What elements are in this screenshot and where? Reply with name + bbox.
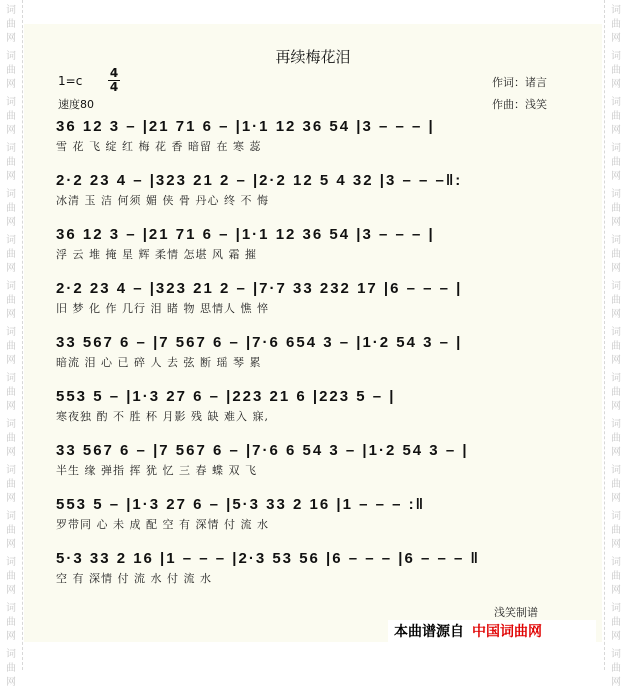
watermark-glyph: 曲 [611,111,621,122]
watermark-glyph: 词 [611,373,621,384]
watermark-glyph: 网 [6,355,16,366]
watermark-glyph: 曲 [611,65,621,76]
watermark-glyph: 曲 [6,19,16,30]
watermark-glyph: 词 [611,557,621,568]
watermark-glyph: 曲 [6,157,16,168]
watermark-glyph: 网 [6,217,16,228]
lyricist-credit: 作词：诸言 [492,76,547,89]
watermark-mark [0,280,22,322]
watermark-mark [0,372,22,414]
watermark-mark [605,602,627,644]
watermark-glyph: 网 [6,125,16,136]
watermark-glyph: 网 [611,401,621,412]
watermark-mark [0,50,22,92]
watermark-glyph: 曲 [6,111,16,122]
lyric-line: 暗流 泪 心 已 碎 人 去 弦 断 瑶 琴 累 [56,356,262,369]
watermark-glyph: 词 [6,5,16,16]
watermark-glyph: 网 [611,125,621,136]
watermark-glyph: 网 [611,493,621,504]
notation-line: 553 5 – |1·3 27 6 – |5·3 33 2 16 |1 – – – :‖ [56,496,426,513]
score-maker: 浅笑制谱 [494,606,538,619]
tempo-marking: 速度80 [58,98,94,111]
watermark-glyph: 网 [611,447,621,458]
watermark-mark [605,4,627,46]
lyric-line: 雪 花 飞 绽 红 梅 花 香 暗留 在 寒 蕊 [56,140,262,153]
watermark-glyph: 曲 [6,65,16,76]
watermark-glyph: 曲 [6,617,16,628]
watermark-mark [605,234,627,276]
score-system [56,386,576,426]
notation-line: 5·3 33 2 16 |1 – – – |2·3 53 56 |6 – – – |6 – – – ‖ [56,550,480,567]
watermark-mark [605,188,627,230]
key-signature: 1=c [58,74,83,88]
watermark-glyph: 网 [611,309,621,320]
watermark-mark [605,326,627,368]
lyric-line: 罗带同 心 未 成 配 空 有 深情 付 流 水 [56,518,269,531]
lyric-line: 浮 云 堆 掩 星 辉 柔情 怎堪 风 霜 摧 [56,248,257,261]
watermark-glyph: 词 [611,327,621,338]
watermark-glyph: 曲 [6,663,16,674]
watermark-glyph: 网 [6,493,16,504]
notation-line: 2·2 23 4 – |323 21 2 – |7·7 33 232 17 |6 – – – | [56,280,463,297]
watermark-glyph: 网 [611,79,621,90]
watermark-mark [0,510,22,552]
watermark-mark [605,418,627,460]
watermark-mark [0,188,22,230]
watermark-glyph: 词 [611,511,621,522]
watermark-glyph: 词 [6,327,16,338]
score-system [56,116,576,156]
watermark-mark [0,142,22,184]
watermark-glyph: 曲 [611,341,621,352]
watermark-glyph: 网 [6,33,16,44]
watermark-mark [0,4,22,46]
watermark-glyph: 网 [6,585,16,596]
watermark-glyph: 曲 [611,157,621,168]
watermark-glyph: 网 [611,539,621,550]
score-system [56,548,576,588]
lyric-line: 旧 梦 化 作 几行 泪 睹 物 思情人 憔 悴 [56,302,269,315]
watermark-glyph: 网 [6,79,16,90]
notation-line: 553 5 – |1·3 27 6 – |223 21 6 |223 5 – | [56,388,396,405]
right-watermark-strip [604,0,627,688]
watermark-mark [0,464,22,506]
source-site-link[interactable]: 中国词曲网 [472,624,542,640]
watermark-mark [0,556,22,598]
watermark-glyph: 曲 [6,525,16,536]
watermark-glyph: 词 [611,465,621,476]
watermark-glyph: 曲 [6,295,16,306]
watermark-glyph: 曲 [6,341,16,352]
score-system [56,278,576,318]
watermark-glyph: 网 [611,217,621,228]
watermark-glyph: 曲 [611,525,621,536]
watermark-glyph: 词 [611,5,621,16]
composer-credit: 作曲：浅笑 [492,98,547,111]
watermark-glyph: 网 [611,585,621,596]
watermark-mark [605,50,627,92]
watermark-glyph: 曲 [611,479,621,490]
lyric-line: 寒夜独 酌 不 胜 杯 月影 残 缺 难入 寐, [56,410,269,423]
watermark-mark [605,96,627,138]
watermark-glyph: 曲 [611,387,621,398]
watermark-glyph: 曲 [611,203,621,214]
left-watermark-strip [0,0,23,688]
watermark-mark [605,464,627,506]
source-banner [388,620,596,644]
watermark-glyph: 网 [6,447,16,458]
time-signature [108,68,120,93]
watermark-glyph: 词 [611,603,621,614]
watermark-glyph: 网 [6,309,16,320]
watermark-glyph: 词 [6,603,16,614]
watermark-mark [605,372,627,414]
watermark-glyph: 曲 [6,571,16,582]
watermark-glyph: 词 [611,51,621,62]
lyric-line: 空 有 深情 付 流 水 付 流 水 [56,572,212,585]
watermark-glyph: 网 [611,33,621,44]
notation-line: 36 12 3 – |21 71 6 – |1·1 12 36 54 |3 – – – | [56,226,435,243]
watermark-glyph: 词 [6,97,16,108]
notation-line: 36 12 3 – |21 71 6 – |1·1 12 36 54 |3 – – – | [56,118,435,135]
source-prefix: 本曲谱源自 [394,624,464,640]
watermark-glyph: 曲 [6,433,16,444]
watermark-glyph: 网 [611,171,621,182]
watermark-glyph: 词 [6,143,16,154]
watermark-mark [605,510,627,552]
watermark-glyph: 曲 [611,19,621,30]
score-system [56,170,576,210]
watermark-mark [605,280,627,322]
watermark-mark [0,326,22,368]
score-system [56,332,576,372]
song-title: 再续梅花泪 [275,48,351,66]
watermark-glyph: 曲 [611,571,621,582]
watermark-glyph: 词 [6,557,16,568]
watermark-mark [605,648,627,690]
watermark-mark [0,96,22,138]
watermark-mark [605,556,627,598]
watermark-glyph: 网 [611,355,621,366]
score-system [56,224,576,264]
score-system [56,440,576,480]
watermark-glyph: 词 [611,281,621,292]
watermark-glyph: 网 [6,539,16,550]
watermark-glyph: 词 [611,235,621,246]
notation-line: 33 567 6 – |7 567 6 – |7·6 6 54 3 – |1·2 54 3 – | [56,442,469,459]
watermark-glyph: 网 [6,401,16,412]
watermark-glyph: 词 [611,649,621,660]
watermark-glyph: 曲 [6,479,16,490]
watermark-glyph: 词 [6,189,16,200]
score-sheet [24,24,602,642]
watermark-glyph: 词 [611,143,621,154]
notation-line: 33 567 6 – |7 567 6 – |7·6 654 3 – |1·2 54 3 – | [56,334,463,351]
watermark-glyph: 词 [611,189,621,200]
watermark-glyph: 词 [6,373,16,384]
watermark-glyph: 网 [611,677,621,688]
lyric-line: 半生 缘 弹指 挥 犹 忆 三 春 蝶 双 飞 [56,464,257,477]
watermark-glyph: 词 [6,511,16,522]
watermark-mark [0,648,22,690]
notation-line: 2·2 23 4 – |323 21 2 – |2·2 12 5 4 32 |3 – – –‖: [56,172,463,189]
watermark-glyph: 词 [611,97,621,108]
watermark-mark [0,234,22,276]
watermark-glyph: 曲 [611,249,621,260]
watermark-mark [605,142,627,184]
watermark-glyph: 曲 [611,295,621,306]
watermark-glyph: 曲 [611,663,621,674]
watermark-glyph: 词 [6,281,16,292]
watermark-glyph: 网 [6,631,16,642]
watermark-glyph: 网 [611,631,621,642]
watermark-glyph: 词 [611,419,621,430]
time-signature-bottom: 4 [109,80,119,94]
watermark-glyph: 词 [6,51,16,62]
watermark-glyph: 曲 [6,203,16,214]
watermark-glyph: 网 [6,263,16,274]
score-system [56,494,576,534]
watermark-glyph: 词 [6,235,16,246]
watermark-glyph: 曲 [6,249,16,260]
lyric-line: 冰清 玉 洁 何须 媚 侠 骨 丹心 终 不 悔 [56,194,269,207]
watermark-glyph: 曲 [611,433,621,444]
watermark-glyph: 词 [6,649,16,660]
watermark-glyph: 曲 [6,387,16,398]
watermark-mark [0,602,22,644]
watermark-glyph: 词 [6,465,16,476]
watermark-glyph: 曲 [611,617,621,628]
watermark-glyph: 网 [611,263,621,274]
watermark-glyph: 网 [6,677,16,688]
watermark-glyph: 词 [6,419,16,430]
time-signature-top: 4 [109,66,119,80]
watermark-glyph: 网 [6,171,16,182]
watermark-mark [0,418,22,460]
